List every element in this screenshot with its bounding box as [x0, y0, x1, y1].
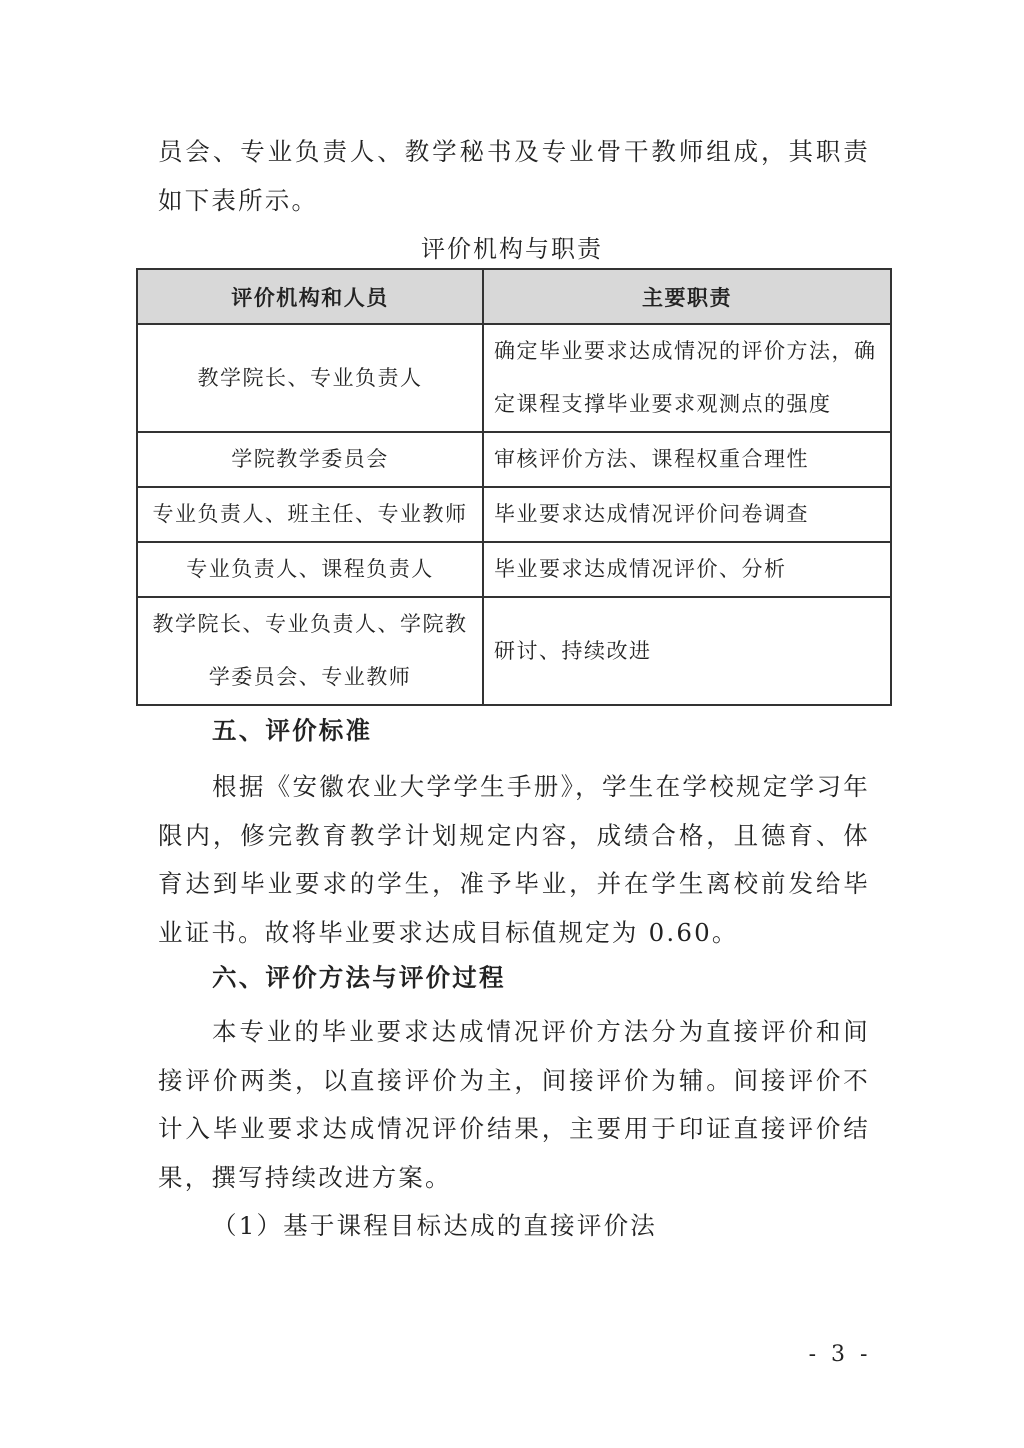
table-caption: 评价机构与职责: [421, 235, 603, 263]
org-text: 教学院长、专业负责人: [197, 365, 423, 390]
table-cell-org: [137, 542, 483, 597]
table-row: [137, 487, 891, 542]
table-cell-org: [137, 487, 483, 542]
table-cell-duty: [483, 542, 891, 597]
duty-text: 研讨、持续改进: [494, 638, 652, 663]
section-6-paragraph: 本专业的毕业要求达成情况评价方法分为直接评价和间接评价两类，以直接评价为主，间接评价为辅。间接评价不计入毕业要求达成情况评价结果，主要用于印证直接评价结果，撰写持续改进方案。: [158, 1017, 870, 1192]
org-text: 教学院长、专业负责人、学院教学委员会、专业教师: [152, 612, 468, 689]
responsibility-table: [136, 268, 892, 706]
table-row: [137, 324, 891, 432]
duty-text: 确定毕业要求达成情况的评价方法，确定课程支撑毕业要求观测点的强度: [494, 339, 877, 416]
table-header-duty: 主要职责: [483, 269, 891, 324]
duty-text: 毕业要求达成情况评价问卷调查: [494, 502, 809, 526]
table-cell-org: [137, 324, 483, 432]
section-6-heading: 六、评价方法与评价过程: [212, 963, 506, 992]
table-header-row: [137, 269, 891, 324]
duty-text: 毕业要求达成情况评价、分析: [494, 557, 787, 581]
org-text: 学院教学委员会: [231, 447, 389, 471]
org-text: 专业负责人、课程负责人: [186, 557, 434, 581]
table-cell-duty: [483, 597, 891, 705]
intro-paragraph: 员会、专业负责人、教学秘书及专业骨干教师组成，其职责如下表所示。: [158, 137, 870, 215]
duty-text: 审核评价方法、课程权重合理性: [494, 447, 809, 471]
table-row: [137, 542, 891, 597]
table-cell-duty: [483, 487, 891, 542]
table-row: [137, 432, 891, 487]
table-row: [137, 597, 891, 705]
section-5-heading: 五、评价标准: [212, 716, 373, 745]
table-header-org: 评价机构和人员: [137, 269, 483, 324]
table-cell-duty: [483, 432, 891, 487]
page-number: - 3 -: [808, 1342, 872, 1367]
section-6-subheading: （1）基于课程目标达成的直接评价法: [212, 1211, 657, 1240]
section-5-paragraph: 根据《安徽农业大学学生手册》，学生在学校规定学习年限内，修完教育教学计划规定内容，成绩合格，且德育、体育达到毕业要求的学生，准予毕业，并在学生离校前发给毕业证书。故将毕业要求达成目标值规定为 0.60。: [158, 772, 870, 947]
table-cell-org: [137, 597, 483, 705]
table-cell-duty: [483, 324, 891, 432]
table-cell-org: [137, 432, 483, 487]
org-text: 专业负责人、班主任、专业教师: [152, 502, 468, 526]
